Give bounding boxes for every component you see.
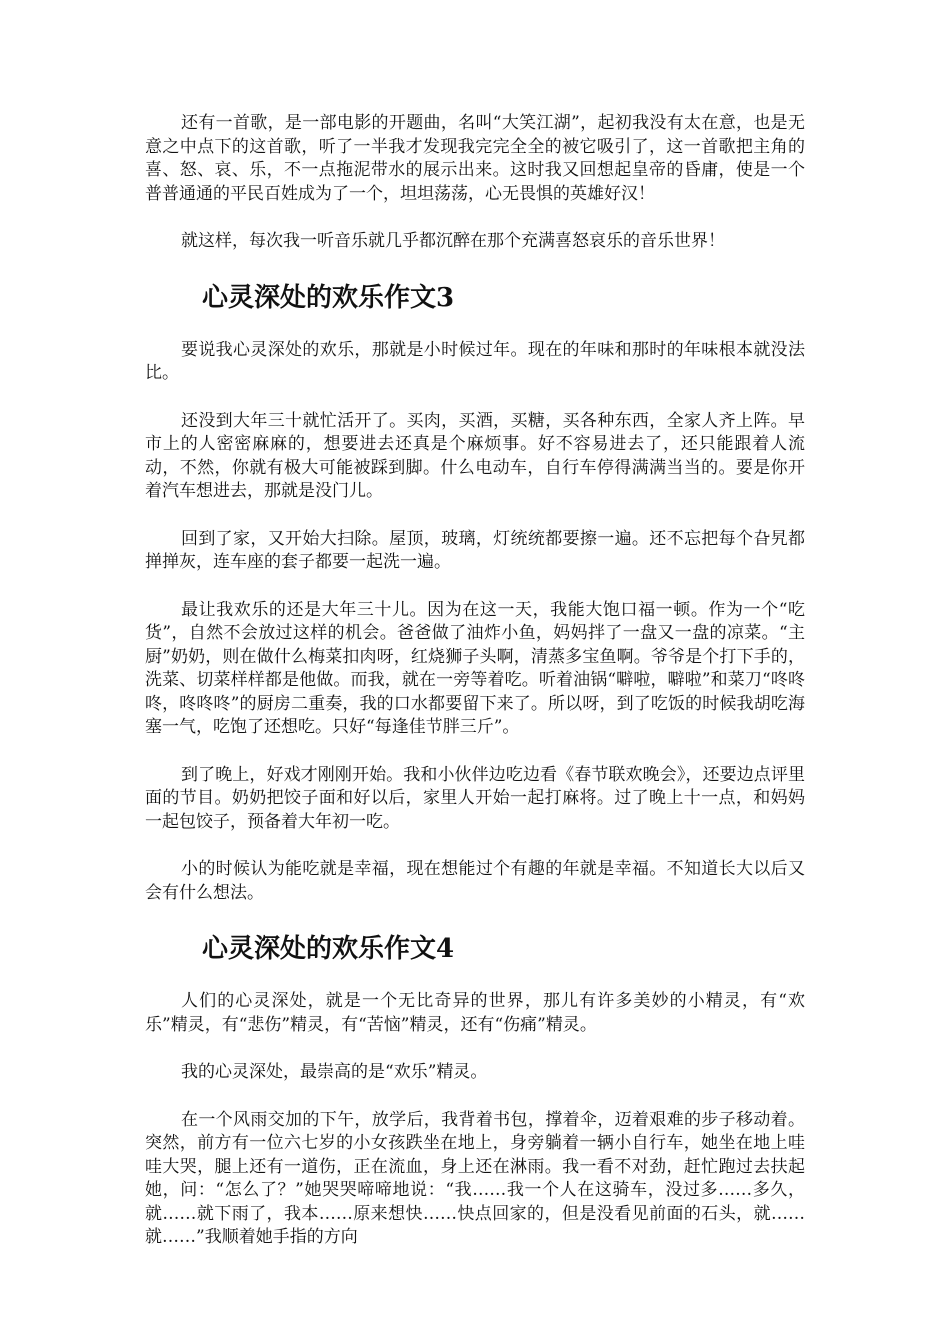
document-page	[145, 112, 805, 1250]
paragraph: 到了晚上，好戏才刚刚开始。我和小伙伴边吃边看《春节联欢晚会》，还要边点评里面的节目。奶奶把饺子面和好以后，家里人开始一起打麻将。过了晚上十一点，和妈妈一起包饺子，预备着大年初一吃。	[145, 764, 805, 832]
paragraph: 还有一首歌，是一部电影的开题曲，名叫“大笑江湖”，起初我没有太在意，也是无意之中点下的这首歌，听了一半我才发现我完完全全的被它吸引了，这一首歌把主角的喜、怒、哀、乐，不一点拖泥带水的展示出来。这时我又回想起皇帝的昏庸，使是一个普普通通的平民百姓成为了一个，坦坦荡荡，心无畏惧的英雄好汉！	[145, 113, 805, 204]
paragraph: 要说我心灵深处的欢乐，那就是小时候过年。现在的年味和那时的年味根本就没法比。	[145, 339, 805, 383]
paragraph: 人们的心灵深处，就是一个无比奇异的世界，那儿有许多美妙的小精灵，有“欢乐”精灵，有“悲伤”精灵，有“苦恼”精灵，还有“伤痛”精灵。	[145, 991, 805, 1035]
section-heading: 心灵深处的欢乐作文3	[202, 282, 455, 313]
paragraph: 最让我欢乐的还是大年三十儿。因为在这一天，我能大饱口福一顿。作为一个“吃货”，自然不会放过这样的机会。爸爸做了油炸小鱼，妈妈拌了一盘又一盘的凉菜。“主厨”奶奶，则在做什么梅菜扣肉呀，红烧狮子头啊，清蒸多宝鱼啊。爷爷是个打下手的，洗菜、切菜样样都是他做。而我，就在一旁等着吃。听着油锅“噼啦，噼啦”和菜刀“咚咚咚，咚咚咚”的厨房二重奏，我的口水都要留下来了。所以呀，到了吃饭的时候我胡吃海塞一气，吃饱了还想吃。只好“每逢佳节胖三斤”。	[145, 599, 805, 737]
paragraph: 就这样，每次我一听音乐就几乎都沉醉在那个充满喜怒哀乐的音乐世界！	[181, 231, 725, 251]
paragraph: 我的心灵深处，最崇高的是“欢乐”精灵。	[181, 1062, 488, 1082]
paragraph: 回到了家，又开始大扫除。屋顶，玻璃，灯统统都要擦一遍。还不忘把每个旮旯都掸掸灰，连车座的套子都要一起洗一遍。	[145, 528, 805, 572]
paragraph: 在一个风雨交加的下午，放学后，我背着书包，撑着伞，迈着艰难的步子移动着。突然，前方有一位六七岁的小女孩跌坐在地上，身旁躺着一辆小自行车，她坐在地上哇哇大哭，腿上还有一道伤，正在流血，身上还在淋雨。我一看不对劲，赶忙跑过去扶起她，问：“怎么了？”她哭哭啼啼地说：“我……我一个人在这骑车，没过多……多久，就……就下雨了，我本……原来想快……快点回家的，但是没看见前面的石头，就……就……”我顺着她手指的方向	[145, 1109, 805, 1247]
paragraph: 小的时候认为能吃就是幸福，现在想能过个有趣的年就是幸福。不知道长大以后又会有什么想法。	[145, 859, 805, 903]
section-heading: 心灵深处的欢乐作文4	[202, 934, 455, 964]
paragraph: 还没到大年三十就忙活开了。买肉，买酒，买糖，买各种东西，全家人齐上阵。早市上的人密密麻麻的，想要进去还真是个麻烦事。好不容易进去了，还只能跟着人流动，不然，你就有极大可能被踩到脚。什么电动车，自行车停得满满当当的。要是你开着汽车想进去，那就是没门儿。	[145, 410, 805, 501]
